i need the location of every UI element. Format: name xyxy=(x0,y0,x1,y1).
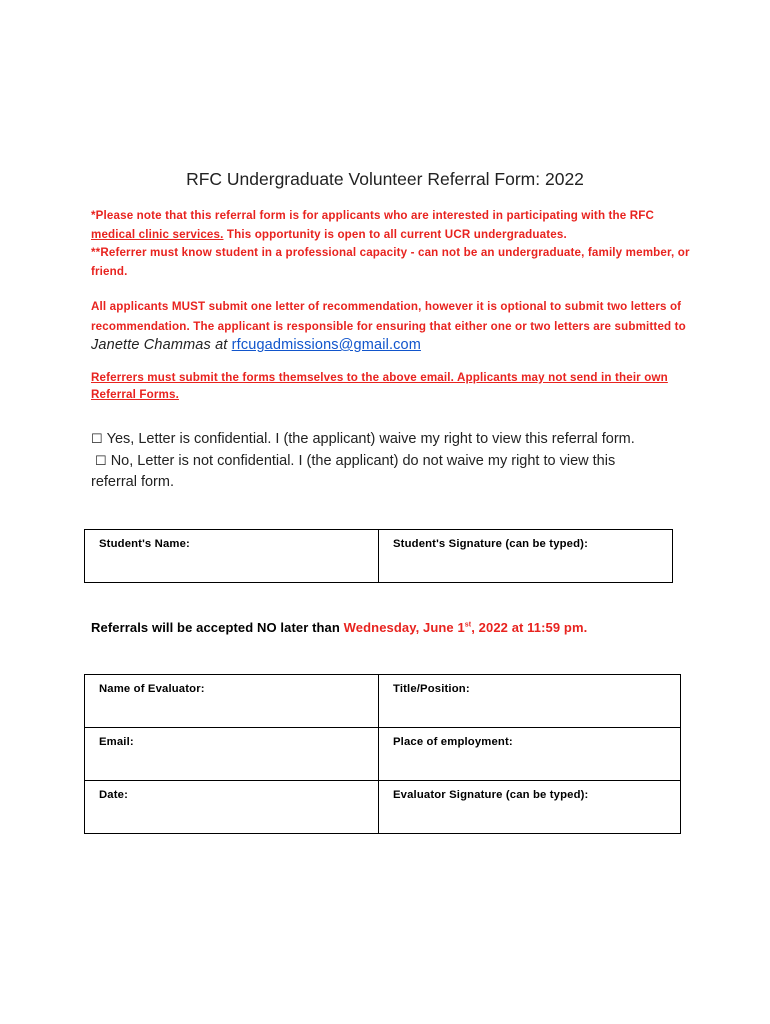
evaluator-email-field[interactable] xyxy=(85,728,379,781)
evaluator-email-label: Email: xyxy=(99,736,134,748)
option-confidential-label: Yes, Letter is confidential. I (the applicant) waive my right to view this referral form. xyxy=(106,431,635,447)
evaluator-employment-label: Place of employment: xyxy=(393,736,513,748)
evaluator-title-label: Title/Position: xyxy=(393,683,470,695)
applicants-instructions xyxy=(91,297,691,356)
evaluator-signature-field[interactable] xyxy=(379,781,681,834)
referrer-requirement-text: **Referrer must know student in a professional capacity - can not be an undergraduate, family member, or friend. xyxy=(91,246,690,278)
deadline-time: , 2022 at 11:59 pm. xyxy=(471,620,588,635)
deadline-statement xyxy=(91,620,711,635)
evaluator-name-label: Name of Evaluator: xyxy=(99,683,205,695)
student-signature-label: Student's Signature (can be typed): xyxy=(393,538,588,550)
student-info-table xyxy=(84,529,673,583)
notice-text-b: This opportunity is open to all current UCR undergraduates. xyxy=(223,227,567,241)
medical-clinic-services-link[interactable]: medical clinic services. xyxy=(91,227,224,241)
contact-name: Janette Chammas at xyxy=(91,337,232,353)
evaluator-signature-label: Evaluator Signature (can be typed): xyxy=(393,789,589,801)
contact-email-link[interactable]: rfcugadmissions@gmail.com xyxy=(231,337,421,353)
deadline-date-suffix: st xyxy=(464,621,472,629)
evaluator-employment-field[interactable] xyxy=(379,728,681,781)
option-not-confidential-label: No, Letter is not confidential. I (the applicant) do not waive my right to view this referral form. xyxy=(91,453,616,490)
deadline-prefix: Referrals will be accepted NO later than xyxy=(91,620,344,635)
evaluator-date-label: Date: xyxy=(99,789,128,801)
evaluator-title-field[interactable] xyxy=(379,675,681,728)
checkbox-icon[interactable]: ☐ xyxy=(91,431,103,446)
eligibility-notice xyxy=(91,207,691,281)
applicants-text: All applicants MUST submit one letter of recommendation, however it is optional to submit two letters of recommendation. The applicant is responsible for ensuring that either one or two letters are submitted to xyxy=(91,300,686,333)
confidentiality-options xyxy=(91,428,661,493)
student-name-field[interactable] xyxy=(85,530,379,583)
student-name-label: Student's Name: xyxy=(99,538,190,550)
evaluator-date-field[interactable] xyxy=(85,781,379,834)
referrers-note: Referrers must submit the forms themselves to the above email. Applicants may not send in their own Referral Forms. xyxy=(91,371,668,401)
notice-text-a: *Please note that this referral form is for applicants who are interested in participating with the RFC xyxy=(91,209,655,222)
deadline-date xyxy=(344,620,588,635)
evaluator-info-table xyxy=(84,674,681,834)
page-title: RFC Undergraduate Volunteer Referral Form: 2022 xyxy=(186,169,584,189)
option-confidential[interactable] xyxy=(91,428,661,450)
evaluator-name-field[interactable] xyxy=(85,675,379,728)
option-not-confidential[interactable] xyxy=(91,450,661,493)
deadline-date-text: Wednesday, June 1 xyxy=(343,620,465,635)
student-signature-field[interactable] xyxy=(379,530,673,583)
checkbox-icon[interactable]: ☐ xyxy=(95,453,107,468)
